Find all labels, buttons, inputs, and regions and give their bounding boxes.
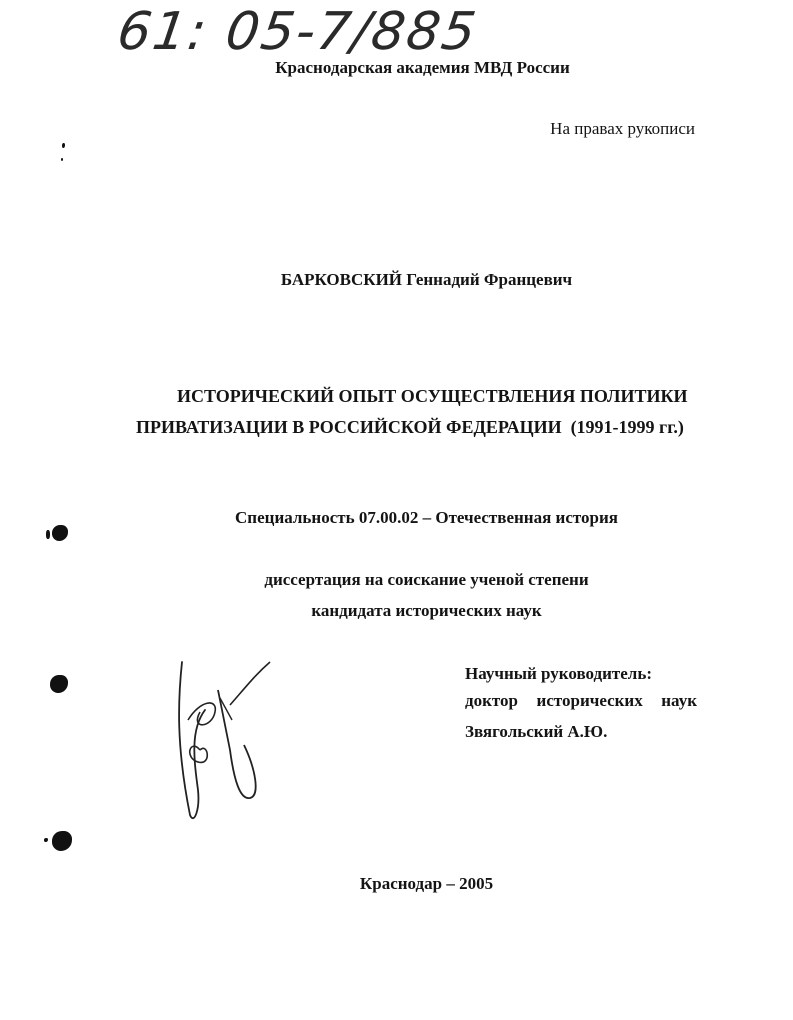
scan-speck	[61, 158, 63, 161]
author-surname: БАРКОВСКИЙ	[280, 270, 403, 289]
scan-speck	[44, 838, 48, 842]
scan-speck	[46, 530, 50, 539]
supervisor-heading: Научный руководитель:	[465, 664, 652, 683]
city-and-year: Краснодар – 2005	[359, 874, 494, 893]
dissertation-title-line-2: ПРИВАТИЗАЦИИ В РОССИЙСКОЙ ФЕДЕРАЦИИ (1991-1999 гг.)	[136, 417, 684, 437]
degree-line-2: кандидата исторических наук	[311, 601, 542, 620]
specialty-line: Специальность 07.00.02 – Отечественная история	[235, 508, 618, 527]
signature-icon	[160, 650, 290, 830]
handwritten-catalog-number: 61: 05-7/885	[113, 2, 482, 62]
author-given-names: Геннадий Францевич	[406, 270, 573, 289]
punch-hole-mark	[50, 675, 68, 693]
author-name	[0, 270, 793, 290]
supervisor-name: Звягольский А.Ю.	[465, 722, 608, 741]
manuscript-rights-note: На правах рукописи	[550, 119, 695, 138]
supervisor-degree: доктор исторических наук	[465, 691, 697, 710]
dissertation-title-line-1: ИСТОРИЧЕСКИЙ ОПЫТ ОСУЩЕСТВЛЕНИЯ ПОЛИТИКИ	[177, 386, 688, 406]
institution-name: Краснодарская академия МВД России	[275, 58, 570, 77]
scan-speck	[62, 143, 65, 148]
degree-line-1: диссертация на соискание ученой степени	[264, 570, 589, 589]
punch-hole-mark	[52, 831, 72, 851]
punch-hole-mark	[52, 525, 68, 541]
